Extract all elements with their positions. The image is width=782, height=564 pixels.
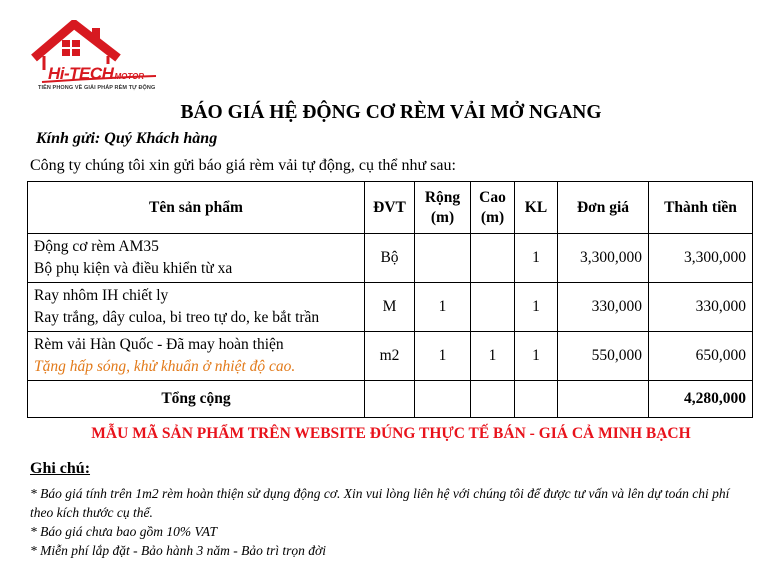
header-name: Tên sản phẩm [28, 182, 365, 234]
total-cell: 330,000 [649, 283, 753, 332]
header-kl: KL [515, 182, 558, 234]
quote-table [27, 181, 753, 418]
kl-cell: 1 [515, 234, 558, 283]
slogan: MẪU MÃ SẢN PHẨM TRÊN WEBSITE ĐÚNG THỰC TẾ BÁN - GIÁ CẢ MINH BẠCH [91, 425, 691, 442]
grand-total-value: 4,280,000 [649, 381, 753, 418]
header-height: Cao (m) [471, 182, 515, 234]
empty-cell [558, 381, 649, 418]
note-item: * Báo giá tính trên 1m2 rèm hoàn thiện sử dụng động cơ. Xin vui lòng liên hệ với chúng tôi để được tư vấn và lên dự toán chi phí theo kích thước cụ thể. [30, 486, 730, 520]
intro-text: Công ty chúng tôi xin gửi báo giá rèm vải tự động, cụ thể như sau: [30, 157, 456, 174]
height-cell [471, 234, 515, 283]
kl-cell: 1 [515, 283, 558, 332]
price-cell: 330,000 [558, 283, 649, 332]
unit-cell: Bộ [365, 234, 415, 283]
table-row [28, 283, 753, 332]
total-label: Tổng cộng [28, 381, 365, 418]
price-cell: 3,300,000 [558, 234, 649, 283]
total-cell: 650,000 [649, 332, 753, 381]
empty-cell [365, 381, 415, 418]
table-total-row [28, 381, 753, 418]
empty-cell [415, 381, 471, 418]
greeting: Kính gửi: Quý Khách hàng [36, 130, 218, 147]
price-cell: 550,000 [558, 332, 649, 381]
notes-heading: Ghi chú: [30, 460, 91, 477]
logo-tagline: TIÊN PHONG VỀ GIẢI PHÁP RÈM TỰ ĐỘNG [38, 85, 156, 91]
product-name-cell: Động cơ rèm AM35 Bộ phụ kiện và điều khiển từ xa [28, 234, 365, 283]
note-item: * Miễn phí lắp đặt - Bảo hành 3 năm - Bảo trì trọn đời [30, 543, 326, 558]
header-total: Thành tiền [649, 182, 753, 234]
total-cell: 3,300,000 [649, 234, 753, 283]
table-header-row [28, 182, 753, 234]
document-title: BÁO GIÁ HỆ ĐỘNG CƠ RÈM VẢI MỞ NGANG [180, 102, 602, 123]
header-price: Đơn giá [558, 182, 649, 234]
unit-cell: M [365, 283, 415, 332]
width-cell: 1 [415, 332, 471, 381]
empty-cell [515, 381, 558, 418]
logo-brand: Hi-TECHMOTOR [48, 64, 145, 83]
table-row [28, 332, 753, 381]
note-item: * Báo giá chưa bao gồm 10% VAT [30, 524, 217, 539]
header-unit: ĐVT [365, 182, 415, 234]
product-name-cell: Rèm vải Hàn Quốc - Đã may hoàn thiện Tặng hấp sóng, khử khuẩn ở nhiệt độ cao. [28, 332, 365, 381]
height-cell: 1 [471, 332, 515, 381]
height-cell [471, 283, 515, 332]
notes-list [30, 484, 752, 560]
width-cell [415, 234, 471, 283]
table-row [28, 234, 753, 283]
empty-cell [471, 381, 515, 418]
header-width: Rộng (m) [415, 182, 471, 234]
kl-cell: 1 [515, 332, 558, 381]
product-name-cell: Ray nhôm IH chiết ly Ray trắng, dây culoa, bi treo tự do, ke bắt trần [28, 283, 365, 332]
unit-cell: m2 [365, 332, 415, 381]
width-cell: 1 [415, 283, 471, 332]
